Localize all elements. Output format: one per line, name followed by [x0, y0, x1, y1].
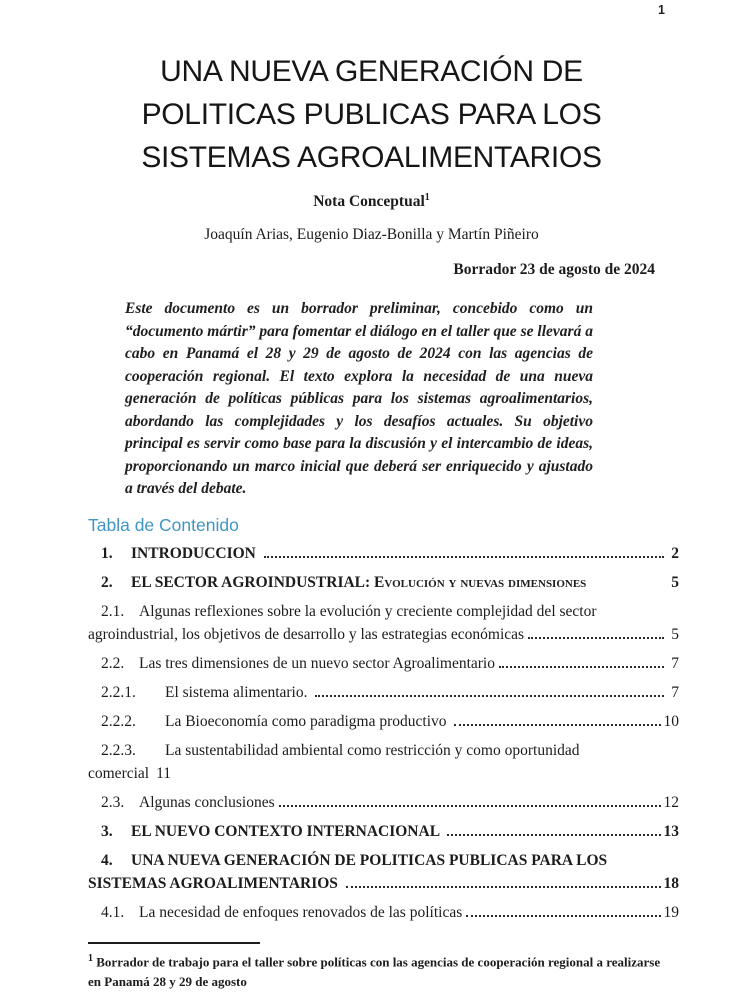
subtitle-text: Nota Conceptual [313, 193, 425, 211]
toc-entry-label: EL NUEVO CONTEXTO INTERNACIONAL [131, 822, 444, 840]
toc-entry-number: 1. [101, 544, 113, 562]
toc-entry-number: 2.3. [101, 793, 125, 811]
toc-entry-2-1-continued[interactable] [88, 623, 679, 646]
toc-entry-1[interactable] [88, 542, 679, 565]
toc-entry-2-2-1[interactable] [88, 681, 679, 704]
dot-leader [264, 556, 664, 558]
toc-entry-number: 2. [101, 573, 113, 591]
toc-entry-label: INTRODUCCION [131, 544, 260, 562]
title-line-3: SISTEMAS AGROALIMENTARIOS [141, 141, 602, 174]
toc-entry-page: 19 [663, 903, 679, 921]
table-of-contents [88, 515, 679, 924]
document-title [0, 0, 743, 179]
toc-entry-number: 2.2.3. [101, 741, 136, 759]
toc-entry-page: 12 [663, 793, 679, 811]
authors-line: Joaquín Arias, Eugenio Diaz-Bonilla y Martín Piñeiro [204, 226, 539, 244]
toc-entry-number: 4. [101, 851, 113, 869]
toc-entry-label: El sistema alimentario. [165, 683, 312, 701]
toc-entry-4-continued[interactable] [88, 872, 679, 895]
toc-entry-2-2-2[interactable] [88, 710, 679, 733]
toc-entry-label: Las tres dimensiones de un nuevo sector Agroalimentario [139, 654, 495, 672]
toc-entry-2-3[interactable] [88, 791, 679, 814]
dot-leader [528, 637, 664, 639]
toc-entry-page: 7 [671, 683, 679, 701]
toc-entry-label: Algunas reflexiones sobre la evolución y creciente complejidad del sector [139, 602, 597, 620]
toc-entry-2-2-3[interactable] [88, 739, 679, 762]
toc-entry-3[interactable] [88, 820, 679, 843]
document-subtitle [0, 192, 743, 211]
title-line-1: UNA NUEVA GENERACIÓN DE [160, 55, 583, 88]
toc-entry-page: 10 [663, 712, 679, 730]
toc-entry-4-1[interactable] [88, 901, 679, 924]
toc-entry-page: 11 [156, 764, 172, 782]
toc-entry-number: 3. [101, 822, 113, 840]
toc-entry-number: 2.2.2. [101, 712, 136, 730]
toc-entry-number: 2.2.1. [101, 683, 136, 701]
toc-entry-number: 2.2. [101, 654, 125, 672]
toc-entry-label: agroindustrial, los objetivos de desarrollo y las estrategias económicas [88, 625, 525, 643]
dot-leader [466, 915, 660, 917]
toc-entry-2-1[interactable] [88, 600, 679, 623]
dot-leader [346, 886, 661, 888]
toc-entry-page: 5 [671, 573, 679, 591]
toc-entry-2-2[interactable] [88, 652, 679, 675]
toc-entry-label: comercial [88, 764, 150, 782]
toc-heading: Tabla de Contenido [88, 514, 239, 535]
dot-leader [315, 695, 664, 697]
page-number: 1 [658, 3, 665, 17]
dot-leader [454, 724, 660, 726]
footnote-number: 1 [88, 952, 93, 964]
footnote-body: Borrador de trabajo para el taller sobre políticas con las agencias de cooperación regional a realizarse en Panamá 28 y 29 de agosto [88, 954, 661, 989]
abstract-paragraph: Este documento es un borrador preliminar, concebido como un “documento mártir” para fomentar el diálogo en el taller que se llevará a cabo en Panamá el 28 y 29 de agosto de 2024 con las agencias de cooperación regional. El texto explora la necesidad de una nueva generación de políticas públicas para los sistemas agroalimentarios, abordando las complejidades y los desafíos actuales. Su objetivo principal es servir como base para la discusión y el intercambio de ideas, proporcionando un marco inicial que deberá ser enriquecido y ajustado a través del debate. [125, 300, 593, 498]
toc-entry-page: 2 [671, 544, 679, 562]
toc-entry-label: EL SECTOR AGROINDUSTRIAL: [131, 573, 375, 591]
toc-entry-label: UNA NUEVA GENERACIÓN DE POLITICAS PUBLICAS PARA LOS [131, 851, 608, 869]
toc-entry-page: 18 [663, 874, 679, 892]
dot-leader [447, 834, 660, 836]
footnote-reference-mark[interactable]: 1 [424, 192, 430, 203]
draft-date: Borrador 23 de agosto de 2024 [453, 261, 655, 279]
toc-entry-label: Algunas conclusiones [139, 793, 275, 811]
toc-entry-label: SISTEMAS AGROALIMENTARIOS [88, 874, 342, 892]
toc-entry-4[interactable] [88, 849, 679, 872]
toc-entry-label: La sustentabilidad ambiental como restricción y como oportunidad [165, 741, 580, 759]
footnote-separator [88, 942, 260, 944]
toc-entry-2[interactable] [88, 571, 679, 594]
toc-entry-label: La necesidad de enfoques renovados de las políticas [139, 903, 463, 921]
toc-entry-page: 13 [663, 822, 679, 840]
toc-entry-number: 4.1. [101, 903, 125, 921]
toc-entry-number: 2.1. [101, 602, 125, 620]
title-line-2: POLITICAS PUBLICAS PARA LOS [141, 98, 602, 131]
dot-leader [499, 666, 664, 668]
toc-entry-label-smallcaps: Evolución y nuevas dimensiones [374, 573, 587, 591]
toc-entry-page: 7 [671, 654, 679, 672]
footnote-text [88, 949, 666, 992]
toc-entry-label: La Bioeconomía como paradigma productivo [165, 712, 451, 730]
toc-entry-2-2-3-continued[interactable] [88, 762, 679, 785]
footnote [88, 942, 666, 992]
toc-entry-page: 5 [671, 625, 679, 643]
dot-leader [279, 805, 661, 807]
